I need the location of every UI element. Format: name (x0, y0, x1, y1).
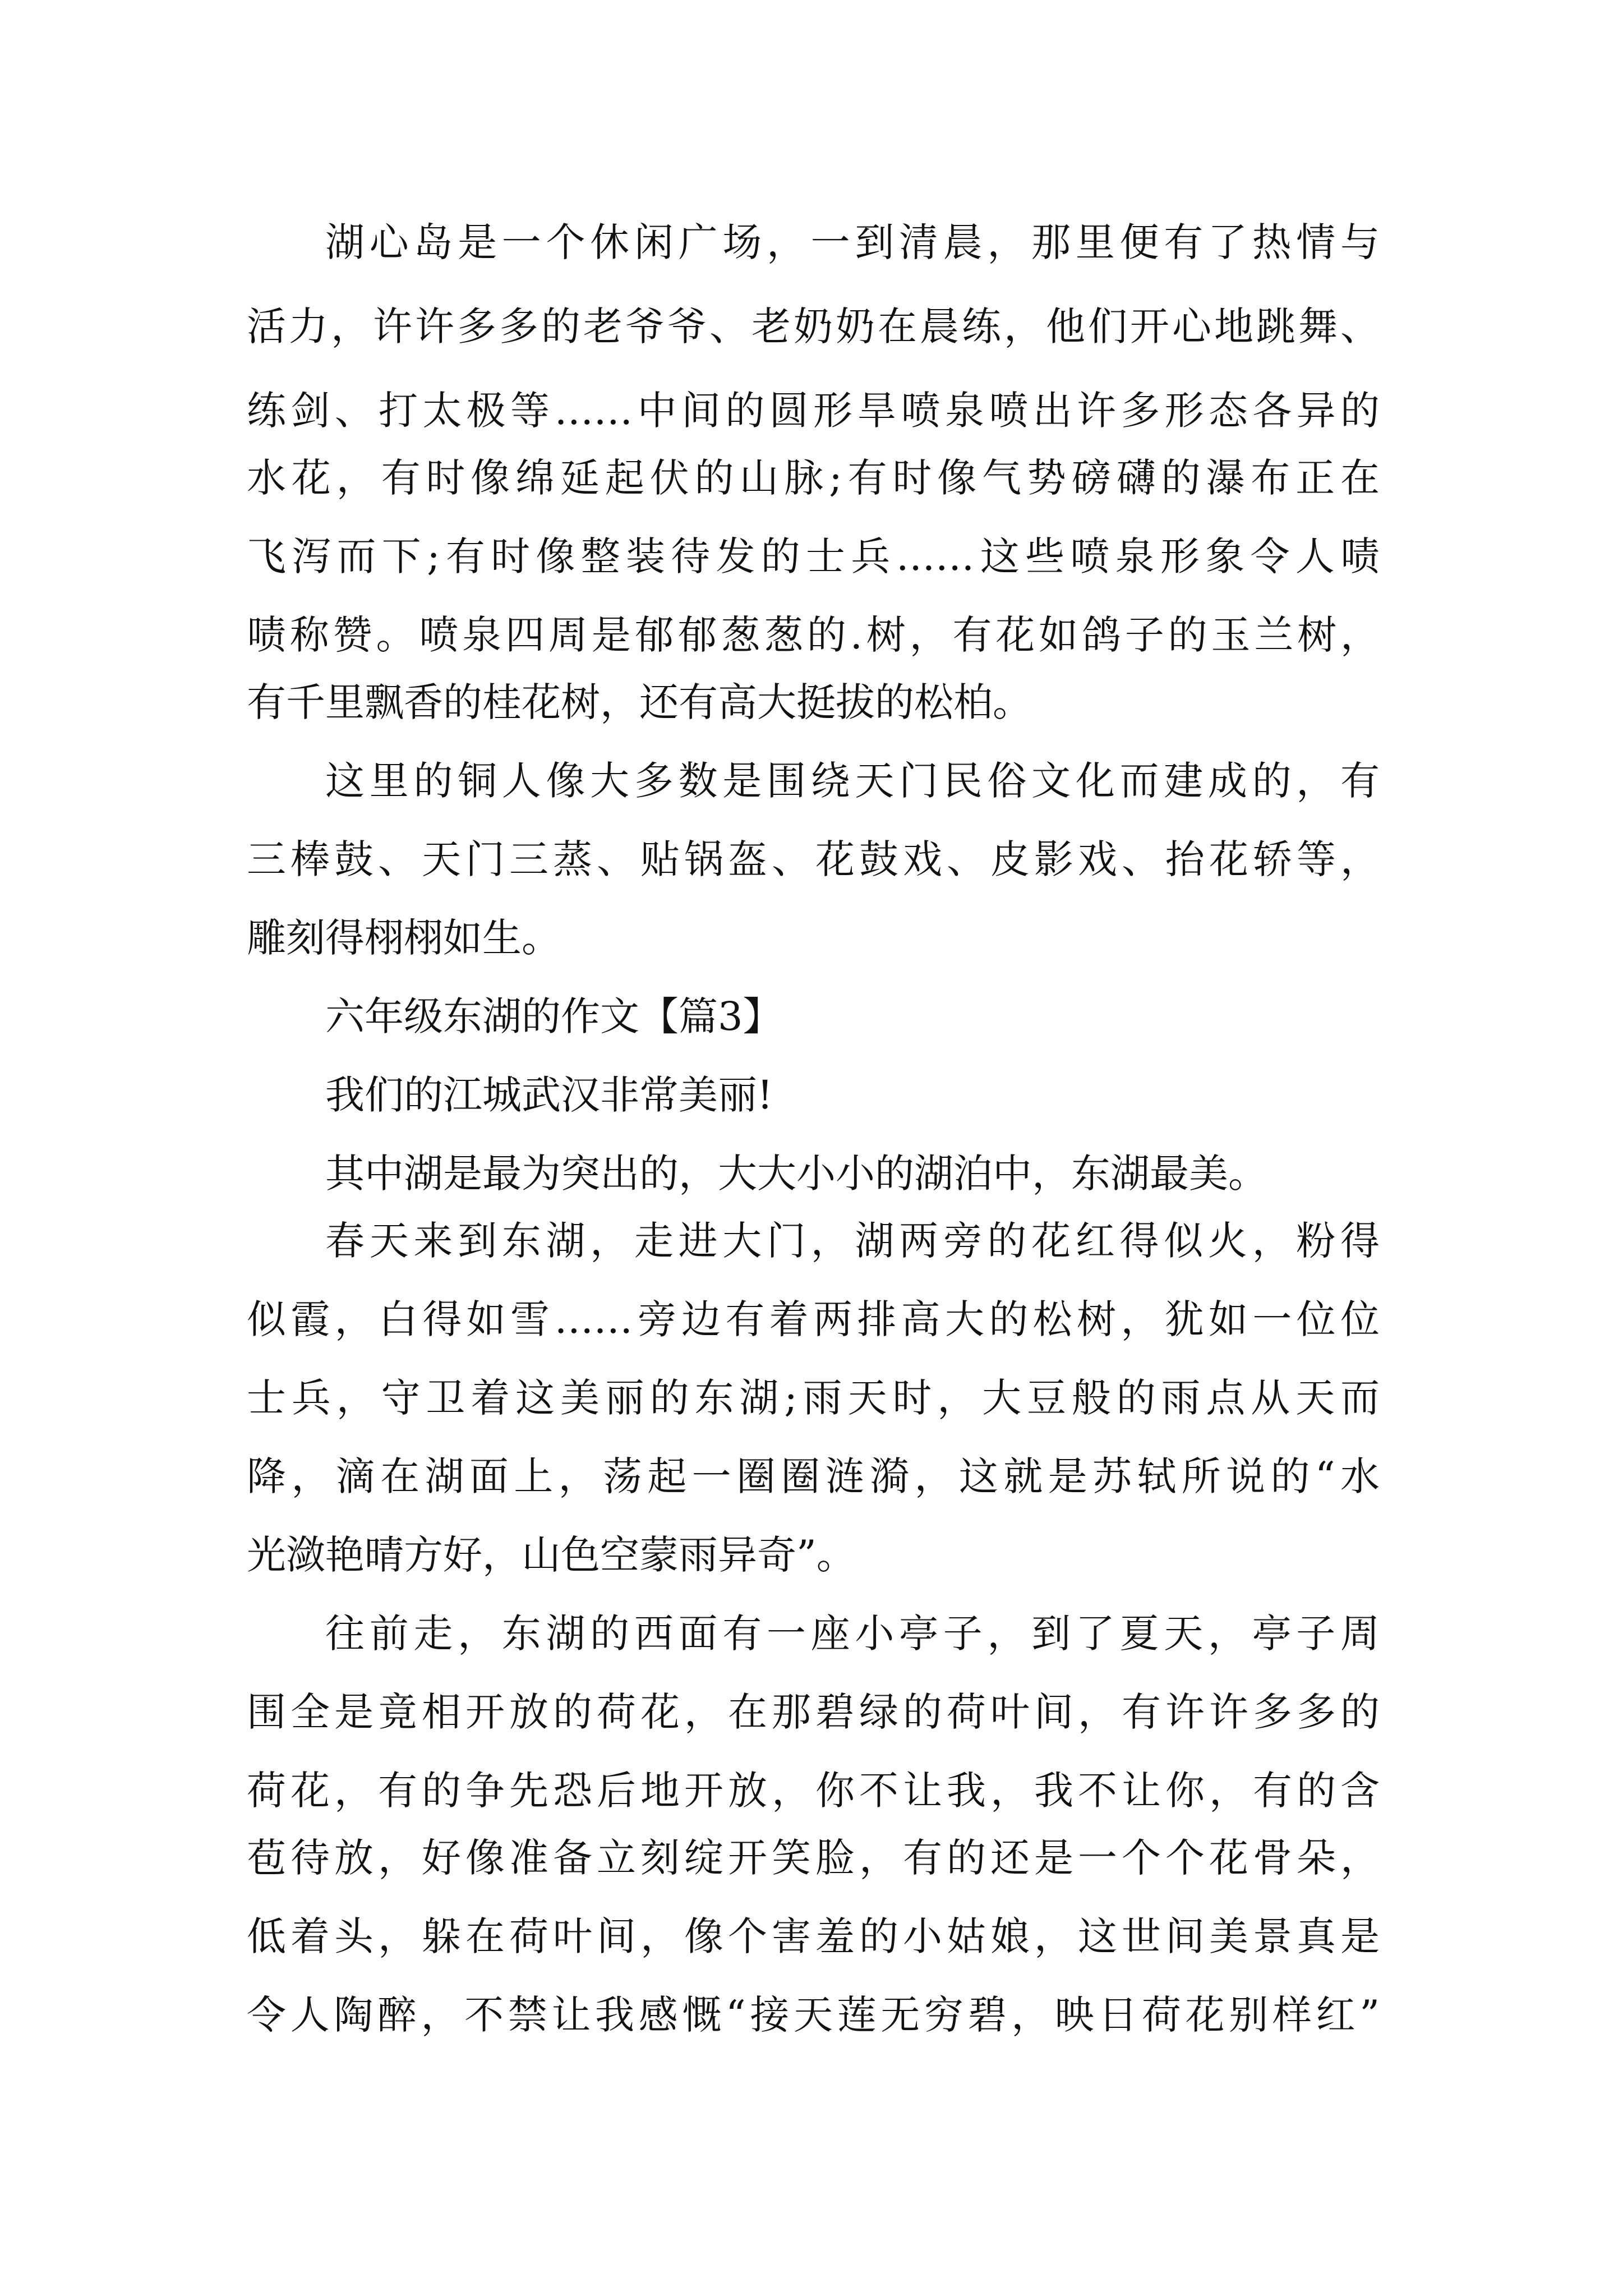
text-line: 降，滴在湖面上，荡起一圈圈涟漪，这就是苏轼所说的“水 (247, 1453, 1380, 1499)
text-line: 三棒鼓、天门三蒸、贴锅盔、花鼓戏、皮影戏、抬花轿等， (247, 836, 1380, 882)
text-line: 春天来到东湖，走进大门，湖两旁的花红得似火，粉得 (325, 1218, 1380, 1264)
text-line: 飞泻而下;有时像整装待发的士兵……这些喷泉形象令人啧 (247, 533, 1380, 579)
text-line: 啧称赞。喷泉四周是郁郁葱葱的.树，有花如鸽子的玉兰树， (247, 612, 1380, 658)
text-line: 雕刻得栩栩如生。 (247, 915, 561, 961)
text-line: 练剑、打太极等……中间的圆形旱喷泉喷出许多形态各异的 (247, 388, 1380, 434)
text-line: 令人陶醉，不禁让我感慨“接天莲无穷碧，映日荷花别样红” (247, 1992, 1380, 2038)
text-line: 有千里飘香的桂花树，还有高大挺拔的松柏。 (247, 679, 1032, 725)
section-heading: 六年级东湖的作文【篇3】 (325, 993, 782, 1039)
text-line: 荷花，有的争先恐后地开放，你不让我，我不让你，有的含 (247, 1768, 1380, 1814)
text-line: 苞待放，好像准备立刻绽开笑脸，有的还是一个个花骨朵， (247, 1835, 1380, 1881)
text-line: 低着头，躲在荷叶间，像个害羞的小姑娘，这世间美景真是 (247, 1913, 1380, 1959)
text-line: 这里的铜人像大多数是围绕天门民俗文化而建成的，有 (325, 758, 1380, 804)
text-line: 其中湖是最为突出的，大大小小的湖泊中，东湖最美。 (325, 1151, 1267, 1197)
text-line: 湖心岛是一个休闲广场，一到清晨，那里便有了热情与 (325, 219, 1380, 265)
text-line: 水花，有时像绵延起伏的山脉;有时像气势磅礴的瀑布正在 (247, 455, 1380, 501)
text-line: 似霞，白得如雪……旁边有着两排高大的松树，犹如一位位 (247, 1296, 1380, 1342)
text-line: 往前走，东湖的西面有一座小亭子，到了夏天，亭子周 (325, 1611, 1380, 1657)
text-line: 围全是竟相开放的荷花，在那碧绿的荷叶间，有许许多多的 (247, 1689, 1380, 1735)
text-line: 士兵，守卫着这美丽的东湖;雨天时，大豆般的雨点从天而 (247, 1375, 1380, 1421)
text-line: 活力，许许多多的老爷爷、老奶奶在晨练，他们开心地跳舞、 (247, 303, 1380, 349)
text-line: 我们的江城武汉非常美丽! (325, 1072, 773, 1118)
text-line: 光潋艳晴方好，山色空蒙雨异奇”。 (247, 1532, 856, 1578)
